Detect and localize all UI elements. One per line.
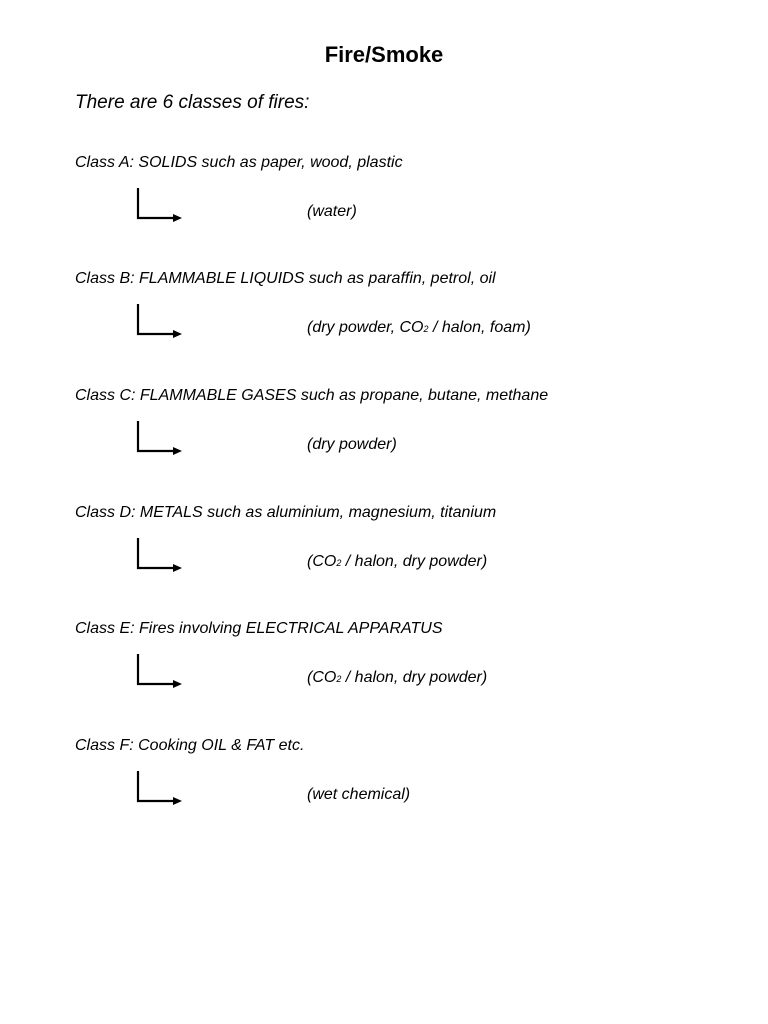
arrow-right-icon — [135, 303, 185, 339]
class-d-remedy: (CO2 / halon, dry powder) — [307, 553, 488, 570]
class-b-remedy: (dry powder, CO2 / halon, foam) — [307, 319, 531, 336]
arrow-right-icon — [135, 420, 185, 456]
arrow-right-icon — [135, 653, 185, 689]
arrow-right-icon — [135, 770, 185, 806]
class-a-remedy: (water) — [307, 203, 357, 220]
arrow-right-icon — [135, 537, 185, 573]
class-e-label: Class E: Fires involving ELECTRICAL APPARATUS — [75, 620, 443, 637]
class-c-label: Class C: FLAMMABLE GASES such as propane, butane, methane — [75, 387, 549, 404]
intro-text: There are 6 classes of fires: — [75, 92, 310, 113]
class-d-label: Class D: METALS such as aluminium, magnesium, titanium — [75, 504, 497, 521]
class-f-label: Class F: Cooking OIL & FAT etc. — [75, 737, 305, 754]
class-f-remedy: (wet chemical) — [307, 786, 411, 803]
class-d-block — [0, 504, 768, 614]
class-f-block — [0, 737, 768, 847]
class-e-remedy: (CO2 / halon, dry powder) — [307, 669, 488, 686]
class-e-block — [0, 620, 768, 730]
class-c-block — [0, 387, 768, 497]
class-a-block — [0, 154, 768, 264]
class-b-label: Class B: FLAMMABLE LIQUIDS such as paraffin, petrol, oil — [75, 270, 496, 287]
class-c-remedy: (dry powder) — [307, 436, 397, 453]
class-b-block — [0, 270, 768, 380]
arrow-right-icon — [135, 187, 185, 223]
class-a-label: Class A: SOLIDS such as paper, wood, plastic — [75, 154, 403, 171]
page-title: Fire/Smoke — [324, 42, 444, 67]
